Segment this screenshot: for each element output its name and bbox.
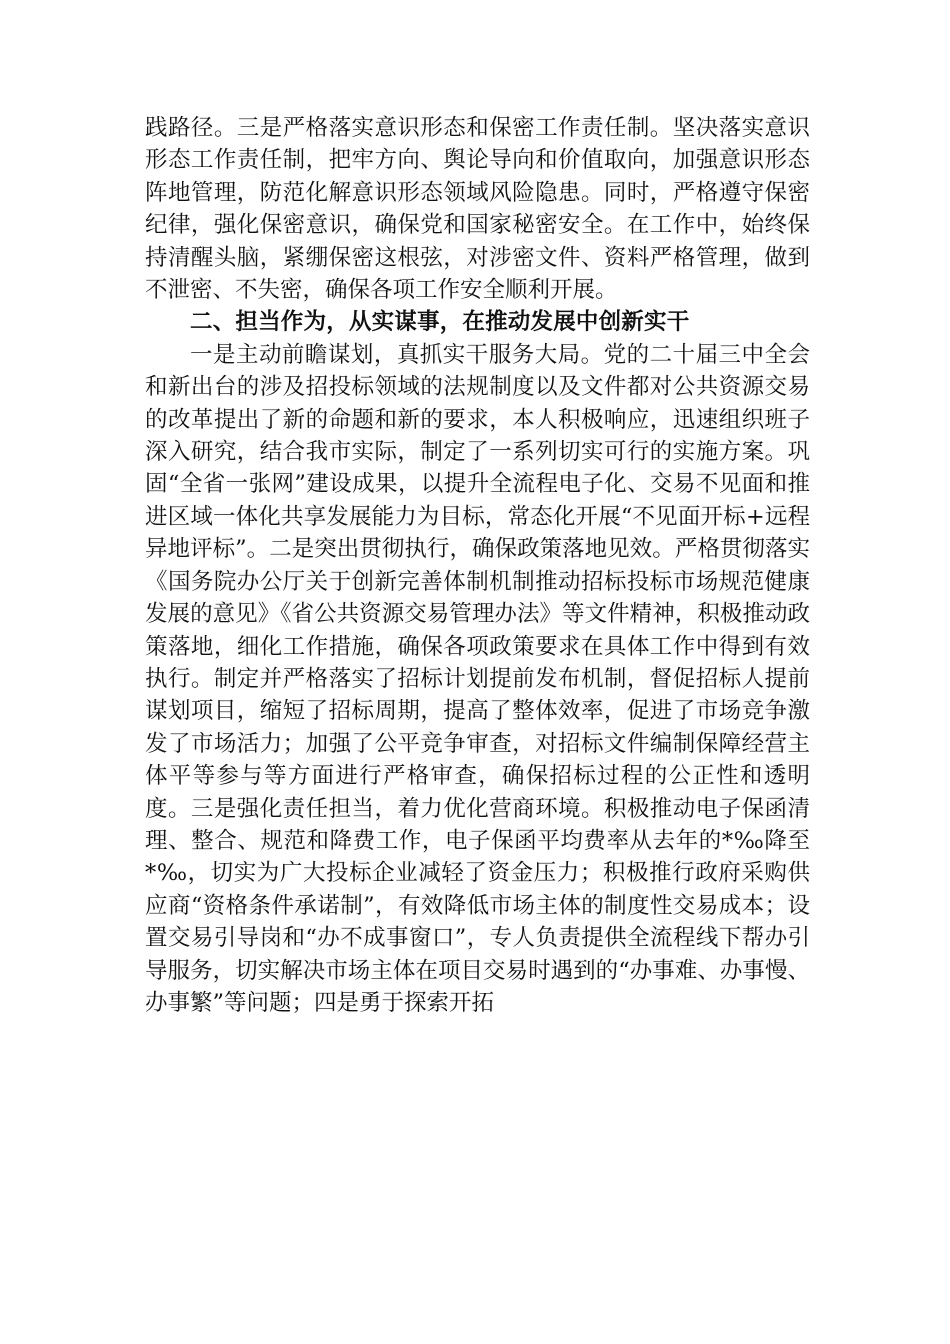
document-body	[145, 112, 810, 1019]
continued-paragraph: 践路径。三是严格落实意识形态和保密工作责任制。坚决落实意识形态工作责任制，把牢方向、舆论导向和价值取向，加强意识形态阵地管理，防范化解意识形态领域风险隐患。同时，严格遵守保密纪律，强化保密意识，确保党和国家秘密安全。在工作中，始终保持清醒头脑，紧绷保密这根弦，对涉密文件、资料严格管理，做到不泄密、不失密，确保各项工作安全顺利开展。	[145, 115, 810, 304]
main-paragraph: 一是主动前瞻谋划，真抓实干服务大局。党的二十届三中全会和新出台的涉及招投标领域的法规制度以及文件都对公共资源交易的改革提出了新的命题和新的要求，本人积极响应，迅速组织班子深入研究，结合我市实际，制定了一系列切实可行的实施方案。巩固“全省一张网”建设成果，以提升全流程电子化、交易不见面和推进区域一体化共享发展能力为目标，常态化开展“不见面开标+远程异地评标”。二是突出贯彻执行，确保政策落地见效。严格贯彻落实《国务院办公厅关于创新完善体制机制推动招标投标市场规范健康发展的意见》《省公共资源交易管理办法》等文件精神，积极推动政策落地，细化工作措施，确保各项政策要求在具体工作中得到有效执行。制定并严格落实了招标计划提前发布机制，督促招标人提前谋划项目，缩短了招标周期，提高了整体效率，促进了市场竞争激发了市场活力；加强了公平竞争审查，对招标文件编制保障经营主体平等参与等方面进行严格审查，确保招标过程的公正性和透明度。三是强化责任担当，着力优化营商环境。积极推动电子保函清理、整合、规范和降费工作，电子保函平均费率从去年的*‰降至*‰，切实为广大投标企业减轻了资金压力；积极推行政府采购供应商“资格条件承诺制”，有效降低市场主体的制度性交易成本；设置交易引导岗和“办不成事窗口”，专人负责提供全流程线下帮办引导服务，切实解决市场主体在项目交易时遇到的“办事难、办事慢、办事繁”等问题；四是勇于探索开拓	[145, 341, 810, 1016]
section-heading: 二、担当作为，从实谋事，在推动发展中创新实干	[190, 309, 690, 336]
